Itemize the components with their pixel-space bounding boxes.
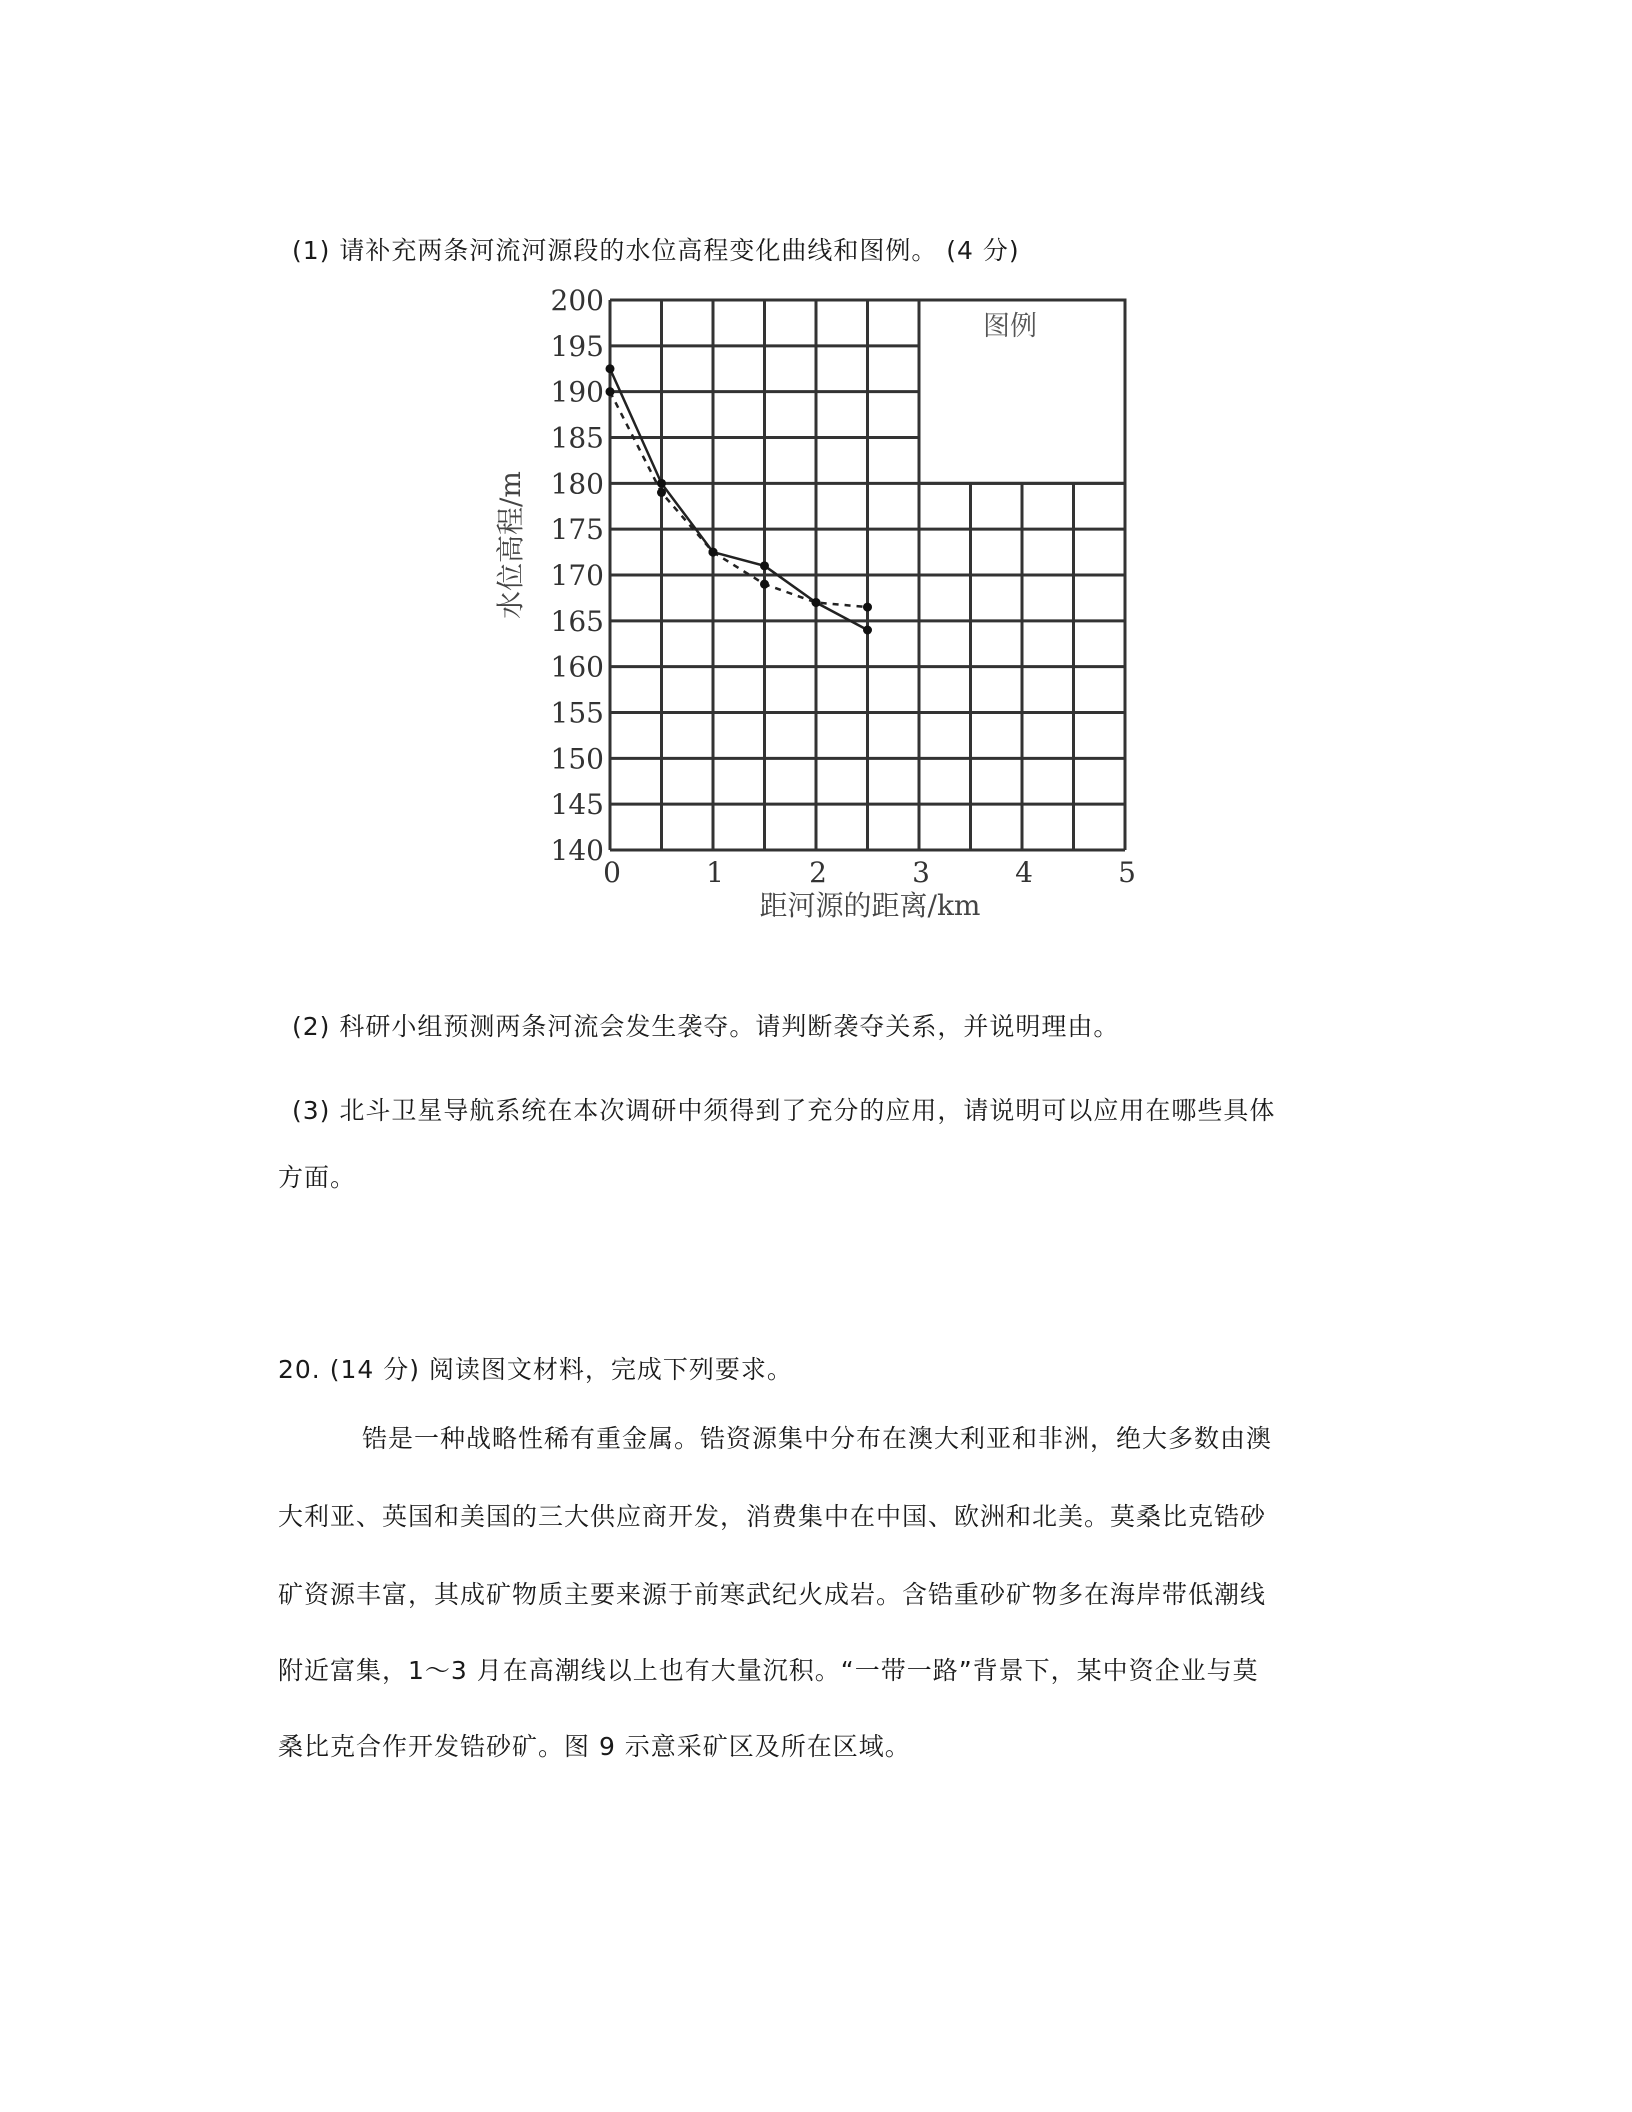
paragraph-line: 桑比克合作开发锆砂矿。图 9 示意采矿区及所在区域。 [278, 1732, 911, 1761]
y-tick-label: 140 [550, 834, 604, 867]
y-axis-ticks [551, 284, 604, 867]
data-point [760, 580, 769, 589]
question-1-text: (1) 请补充两条河流河源段的水位高程变化曲线和图例。 (4 分) [292, 236, 1020, 265]
y-tick-label: 160 [550, 650, 604, 684]
x-axis-ticks [603, 856, 1136, 889]
y-tick-label: 190 [550, 375, 604, 409]
data-point [657, 488, 666, 497]
x-tick-label: 3 [912, 856, 930, 889]
y-tick-label: 150 [550, 742, 604, 776]
x-tick-label: 5 [1118, 856, 1136, 889]
x-tick-label: 0 [603, 856, 621, 889]
data-point [760, 561, 769, 570]
data-point [709, 548, 718, 557]
chart-series [606, 364, 873, 634]
data-point [657, 479, 666, 488]
y-axis-label: 水位高程/m [494, 471, 527, 619]
paragraph-line: 矿资源丰富，其成矿物质主要来源于前寒武纪火成岩。含锆重砂矿物多在海岸带低潮线 [278, 1580, 1267, 1609]
y-tick-label: 175 [550, 513, 604, 547]
data-point [812, 598, 821, 607]
x-tick-label: 1 [706, 856, 724, 889]
y-tick-label: 155 [550, 696, 604, 730]
water-level-chart [0, 0, 1632, 940]
question-3-line-1: (3) 北斗卫星导航系统在本次调研中须得到了充分的应用，请说明可以应用在哪些具体 [292, 1096, 1276, 1125]
y-tick-label: 165 [550, 604, 604, 638]
chart-grid [610, 300, 1125, 850]
question-3-line-2: 方面。 [278, 1163, 357, 1192]
data-point [863, 603, 872, 612]
question-20-heading: 20. (14 分) 阅读图文材料，完成下列要求。 [278, 1355, 793, 1384]
data-point [606, 387, 615, 396]
y-tick-label: 195 [550, 329, 604, 363]
data-point [606, 364, 615, 373]
y-tick-label: 145 [550, 788, 604, 822]
y-tick-label: 170 [550, 559, 604, 592]
paragraph-line: 附近富集，1～3 月在高潮线以上也有大量沉积。“一带一路”背景下，某中资企业与莫 [278, 1656, 1259, 1685]
x-tick-label: 2 [809, 856, 827, 889]
series-line-solid [610, 369, 868, 630]
paragraph-line: 锆是一种战略性稀有重金属。锆资源集中分布在澳大利亚和非洲，绝大多数由澳 [362, 1424, 1273, 1453]
y-tick-label: 185 [550, 421, 604, 455]
legend-title: 图例 [983, 311, 1037, 342]
y-tick-label: 180 [550, 467, 604, 501]
x-axis-label: 距河源的距离/km [759, 889, 981, 922]
question-2-text: (2) 科研小组预测两条河流会发生袭夺。请判断袭夺关系，并说明理由。 [292, 1012, 1120, 1041]
x-tick-label: 4 [1015, 856, 1033, 889]
y-tick-label: 200 [550, 284, 604, 317]
data-point [863, 626, 872, 635]
paragraph-line: 大利亚、英国和美国的三大供应商开发，消费集中在中国、欧洲和北美。莫桑比克锆砂 [278, 1502, 1267, 1531]
